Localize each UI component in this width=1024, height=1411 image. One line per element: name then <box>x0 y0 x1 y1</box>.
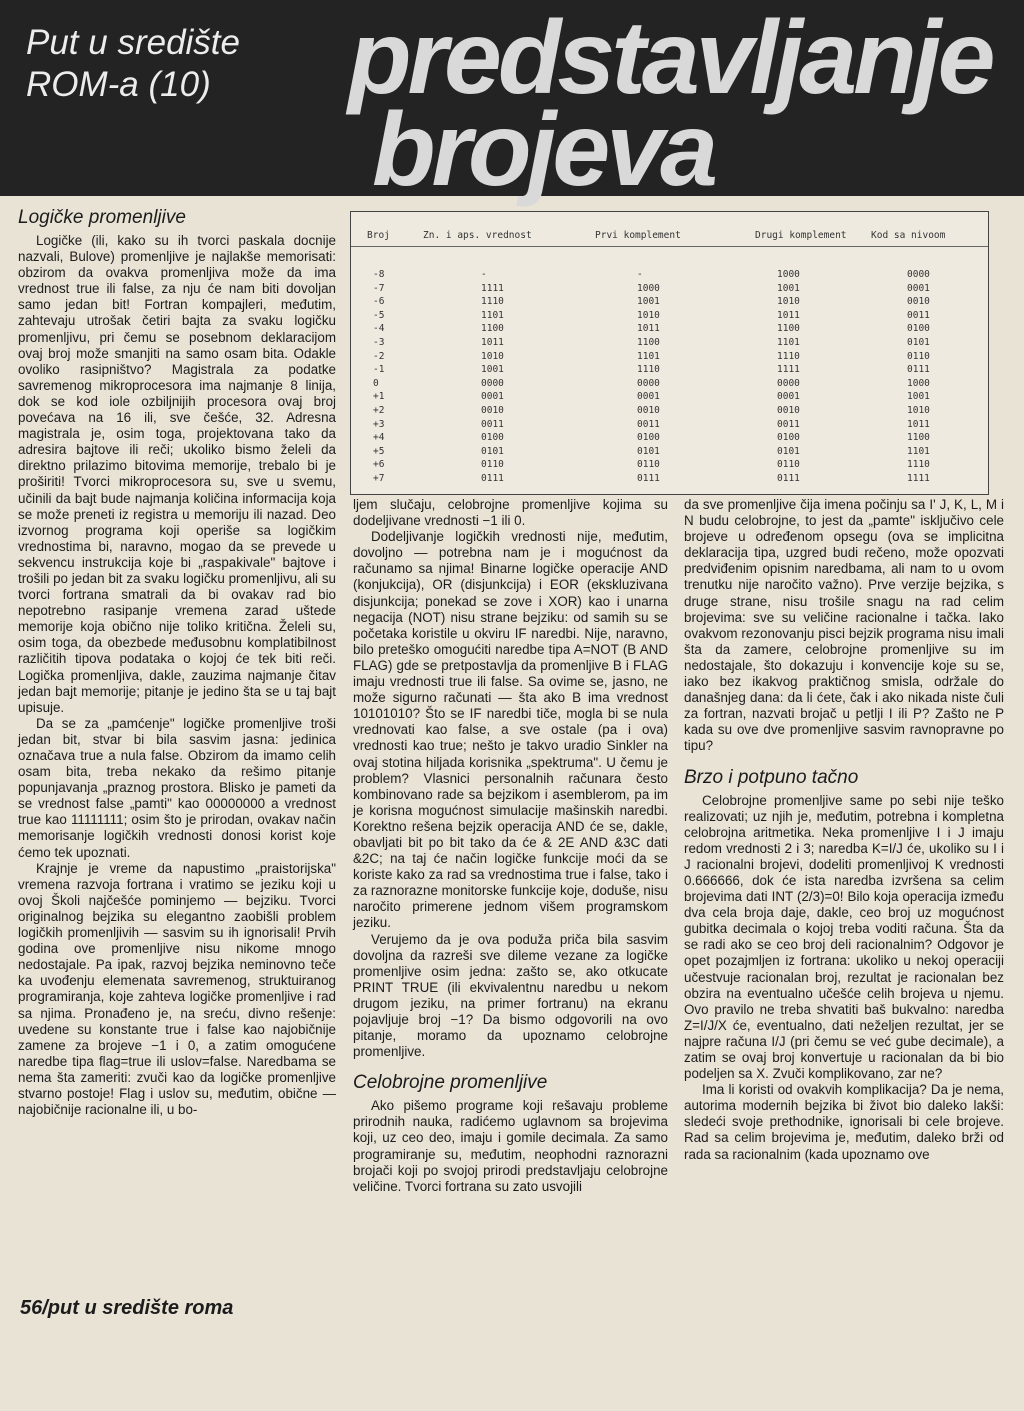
table-cell: 1101 <box>777 337 800 348</box>
table-cell: -4 <box>373 323 385 335</box>
table-cell: 1000 <box>777 269 800 280</box>
table-cell: 0011 <box>777 418 800 430</box>
table-cell: 0000 <box>907 269 930 280</box>
table-cell: 1011 <box>907 418 930 430</box>
table-cell: 1001 <box>481 364 504 376</box>
column-header: Prvi komplement <box>595 230 681 241</box>
paragraph: Krajnje je vreme da napustimo „praistorijska" vremena razvoja fortrana i vratimo se jeziku koji u ovoj Školi najčešće pominjemo — bejziku. Tvorci originalnog bejzika su elegantno zaobišli problem logičkih promenljivih — sasvim su ih ignorisali! Prvih godina ove promenljive nisu nikome mnogo nedostajale. Pa ipak, razvoj bejzika neminovno teče ka uvođenju elemenata savremenog, struktuiranog programiranja, koje zahteva logičke promenljive i rad sa njima. Pronađeno je, na sreću, divno rešenje: uvedene su konstante true i false kao najobičnije zamene za brojeve −1 i 0, a zatim omogućene naredbe tipa flag=true ili uslov=false. Naredbama se nema šta zameriti: zvuči kao da logičke promenljive stvarno postoje! Flag i uslov su, međutim, obične — najobičnije racionalne ili, u bo- <box>18 860 336 1118</box>
table-cell: 0100 <box>637 432 660 444</box>
column-header: Kod sa nivoom <box>871 230 946 241</box>
table-cell: 0100 <box>907 323 930 335</box>
table-cell: -5 <box>373 309 385 321</box>
table-cell: 1001 <box>907 391 930 403</box>
table-cell: -3 <box>373 337 385 348</box>
table-header <box>351 226 988 247</box>
column-header: Broj <box>367 230 390 241</box>
table-cell: 0111 <box>777 473 800 484</box>
table-cell: 0010 <box>777 405 800 416</box>
table-cell: 0001 <box>777 391 800 403</box>
column-header: Drugi komplement <box>755 230 847 241</box>
table-cell: - <box>637 269 643 280</box>
header-banner <box>0 0 1024 208</box>
table-cell: 1101 <box>481 309 504 321</box>
table-cell: 0000 <box>637 377 660 389</box>
table-cell: 1010 <box>637 309 660 321</box>
table-cell: 1110 <box>637 364 660 376</box>
paragraph: Celobrojne promenljive same po sebi nije teško realizovati; uz njih je, međutim, potrebna i kompletna celobrojna aritmetika. Neka promenljive I i J imaju redom vrednosti 2 i 3; naredba K=I/J će, ukoliko su I i J racionalni brojevi, dodeliti promenljivoj K vrednosti 0.666666, dok će ista naredba izvršena sa celim brojevima dati INT (2/3)=0! Bilo koja operacija između dva cela broja daje, dakle, ceo broj uz mogućnost gubitka decimala o kojoj treba voditi računa. Šta da se radi ako se ceo broj deli racionalnim? Odgovor je opet pozajmljen iz fortrana: ukoliko u nekoj operaciji učestvuje racionalan broj, rezultat je racionalan bez obzira na eventualno učešće celih brojeva u njemu. Ovo pravilo ne treba shvatiti baš bukvalno: naredba Z=I/J/X će, eventualno, dati neželjen rezultat, jer se najpre računa I/J (pri čemu se već gube decimale), a zatim se ovaj broj konvertuje u racionalan da bi bio podeljen sa X. Zvuči komplikovano, zar ne? <box>684 792 1004 1082</box>
table-cell: 1011 <box>481 337 504 348</box>
column-2 <box>353 497 668 1195</box>
series-title <box>26 22 240 106</box>
paragraph: Logičke (ili, kako su ih tvorci paskala docnije nazvali, Bulove) promenljive je najlakše memorisati: obzirom da ovakva promenljiva može da ima vrednost true ili false, za nju će nam biti dovoljan samo jedan bit! Fortran kompajleri, međutim, zahtevaju utrošak četiri bajta za svaku logičku promenljivu, pri čemu se posebnom deklaracijom ovaj broj može smanjiti na samo osam bita. Odakle ovoliko rasipništvo? Magistrala za podatke savremenog mikroprocesora ima najmanje 8 linija, dok se kod iole ozbiljnijih procesora ovaj broj povećava na 16 ili, sve češće, 32. Adresna magistrala je, osim toga, projektovana tako da adresira bajtove ili reči; ukoliko bismo želeli da direktno prilazimo bitovima memorije, trebalo bi je proširiti! Tvorci mikroprocesora su, sve u svemu, učinili da bajt bude najmanja količina informacija koja se može preneti iz registra u memoriju ili nazad. Deo izvornog programa koji operiše sa logičkim vrednostima bi, naravno, mogao da se prevede u sekvencu instrukcija koje bi „raspakivale" bajtove i trošili po jedan bit za svaku logičku promenljivu, ali su tvorci fortrana smatrali da bi ovakav rad bio nepotrebno rasipanje vremena zarad uštede memorije koja obično nije toliko kritična. Želeli su, osim toga, da obezbede međusobnu komplatibilnost različitih tipova podataka o kojoj će tek biti reči. Logička promenljiva, dakle, zauzima najmanje čitav jedan bajt memorije; pitanje je jedino šta se u taj bajt upisuje. <box>18 233 336 715</box>
number-representation-table <box>350 211 989 495</box>
paragraph: Ima li koristi od ovakvih komplikacija? Da je nema, autorima modernih bejzika bi život bio daleko lakši: sledeći svoje prethodnike, ignorisali bi cele brojeve. Rad sa celim brojevima je, međutim, daleko brži od rada sa racionalnim (kada upoznamo ove <box>684 1082 1004 1162</box>
table-cell: 0110 <box>481 459 504 471</box>
table-cell: -8 <box>373 269 385 280</box>
paragraph: da sve promenljive čija imena počinju sa I' J, K, L, M i N budu celobrojne, to jest da „pamte" isključivo cele brojeve u određenom opsegu (ova se implicitna deklaracija tipa, uzgred budi rečeno, može opozvati predviđenim opisnim naredbama, ali nam to u ovom trenutku nije naročito važno). Prve verzije bejzika, s druge strane, nisu trošile snagu na rad celim brojevima: sve su veličine racionalne i tačka. Iako ovakvom rezonovanju pisci bejzik programa nisu imali šta da zamere, celobrojne promenljive su im nedostajale, što dokazuju i konvencije koje su se, iako bez ikakvog praktičnog smisla, održale do današnjeg dana: da li ćete, čak i ako nikada niste čuli za fortran, nazvati brojač u petlji I ili P? Zašto ne P kada su ove dve promenljive sasvim ravnopravne po tipu? <box>684 497 1004 754</box>
series-line-1: Put u središte <box>26 23 240 62</box>
table-cell: 0100 <box>777 432 800 444</box>
paragraph: Verujemo da je ova poduža priča bila sasvim dovoljna da razreši sve dileme vezane za logičke promenljive osim jedna: zašto se, ako otkucate PRINT TRUE (ili ekvivalentnu naredbu u nekom drugom jeziku, na primer fortranu) na ekranu pojavljuje broj −1? Da bismo odgovorili na ovo pitanje, moramo da upoznamo celobrojne promenljive. <box>353 931 668 1060</box>
table-cell: -2 <box>373 350 385 362</box>
table-cell: +5 <box>373 445 385 457</box>
table-cell: +2 <box>373 405 385 416</box>
article-title-line-2: brojeva <box>372 92 714 208</box>
table-cell: 1001 <box>777 282 800 294</box>
table-cell: 0001 <box>907 282 930 294</box>
section-heading-fast: Brzo i potpuno tačno <box>684 766 859 788</box>
table-cell: 1010 <box>777 296 800 308</box>
column-1 <box>18 207 336 1118</box>
table-cell: 0111 <box>637 473 660 484</box>
page-footer: 56/put u središte roma <box>20 1297 234 1319</box>
table-cell: 0000 <box>777 377 800 389</box>
table-cell: 1010 <box>481 350 504 362</box>
table-cell: 0001 <box>637 391 660 403</box>
table-cell: 0101 <box>907 337 930 348</box>
table-cell: 1100 <box>481 323 504 335</box>
table-cell: 0110 <box>637 459 660 471</box>
table-cell: 1101 <box>907 445 930 457</box>
table-cell: 0011 <box>481 418 504 430</box>
table-cell: +1 <box>373 391 385 403</box>
paragraph: Da se za „pamćenje" logičke promenljive troši jedan bit, stvar bi bila sasvim jasna: jedinica označava true a nula false. Obzirom da imamo celih osam bita, treba nekako da rešimo pitanje popunjavanja „praznog prostora. Blisko je pameti da se vrednost false „pamti" kao 00000000 a vrednost true kao 11111111; osim što je prirodan, ovakav način memorisanje logičkih vrednosti donosi korist koje ćemo tek upoznati. <box>18 715 336 860</box>
table-cell: 1110 <box>777 350 800 362</box>
section-heading-logical: Logičke promenljive <box>18 207 186 228</box>
table-cell: 1111 <box>481 282 504 294</box>
table-cell: 1100 <box>637 337 660 348</box>
table-cell: 0000 <box>481 377 504 389</box>
table-cell: 0110 <box>907 350 930 362</box>
table-cell: 1100 <box>907 432 930 444</box>
table-cell: +7 <box>373 473 385 484</box>
table-cell: 0010 <box>637 405 660 416</box>
table-cell: 0010 <box>907 296 930 308</box>
table-cell: 1000 <box>637 282 660 294</box>
table-cell: 0011 <box>907 309 930 321</box>
table-cell: 0011 <box>637 418 660 430</box>
table-cell: 1010 <box>907 405 930 416</box>
table-cell: +3 <box>373 418 385 430</box>
table-cell: - <box>481 269 487 280</box>
table-cell: 0101 <box>481 445 504 457</box>
table-cell: 1111 <box>777 364 800 376</box>
table-cell: 0001 <box>481 391 504 403</box>
paragraph: Dodeljivanje logičkih vrednosti nije, međutim, dovoljno — potrebna nam je i mogućnost da računamo sa njima! Binarne logičke operacije AND (konjukcija), OR (disjunkcija) i EOR (ekskluzivana disjunkcija; ponekad se zove i XOR) kao i unarna negacija (NOT) nisu strane bejziku: od samih su se početaka koristile u okviru IF naredbi. Nije, naravno, bilo preteško omogućiti naredbe tipa A=NOT (B AND FLAG) gde se pretpostavlja da promenljive B i FLAG imaju vrednosti true ili false. Sa ovime se, jasno, ne može sigurno računati — šta ako B ima vrednost 10101010? Što se IF naredbi tiče, mogla bi se nula vrednovati kao false, a sve ostale (pa i ova) vrednosti kao true; nešto je takvo uradio Sinkler na ovaj stotina hiljada korisnika „spektruma". U čemu je problem? Vlasnici personalnih računara često kombinovano rade sa bejzikom i asemblerom, pa im je korisna mogućnost simulacije mašinskih naredbi. Korektno rešena bejzik operacija AND će se, dakle, obavljati bit po bit tako da će & 2E AND &3C dati &2C; na taj će način logičke funkcije moći da se koriste kako za rad sa vrednostima true i false, tako i za raznorazne monitorske funkcije koje, doduše, nisu naročito primerene jednom višem programskom jeziku. <box>353 529 668 931</box>
table-cell: -7 <box>373 282 385 294</box>
table-cell: 1110 <box>907 459 930 471</box>
table-cell: 0111 <box>907 364 930 376</box>
column-header: Zn. i aps. vrednost <box>423 230 532 241</box>
article-title-line-1: predstavljanje <box>348 0 992 116</box>
table-cell: 1011 <box>777 309 800 321</box>
table-cell: -6 <box>373 296 385 308</box>
table-cell: 0111 <box>481 473 504 484</box>
table-cell: 1001 <box>637 296 660 308</box>
column-3 <box>684 497 1004 1163</box>
table-cell: +6 <box>373 459 385 471</box>
table-cell: +4 <box>373 432 385 444</box>
table-cell: 1011 <box>637 323 660 335</box>
table-cell: 0 <box>373 377 379 389</box>
table-cell: 0101 <box>777 445 800 457</box>
table-cell: 1101 <box>637 350 660 362</box>
section-heading-integer: Celobrojne promenljive <box>353 1072 548 1094</box>
table-cell: 1111 <box>907 473 930 484</box>
table-cell: 0100 <box>481 432 504 444</box>
table-cell: 1000 <box>907 377 930 389</box>
table-cell: 0010 <box>481 405 504 416</box>
paragraph: ljem slučaju, celobrojne promenljive kojima su dodeljivane vrednosti −1 ili 0. <box>353 497 668 529</box>
table-cell: 0101 <box>637 445 660 457</box>
table-cell: 0110 <box>777 459 800 471</box>
paragraph: Ako pišemo programe koji rešavaju probleme prirodnih nauka, radićemo uglavnom sa brojevima koji, uz ceo deo, imaju i gomile decimala. Za samo programiranje su, međutim, neophodni raznorazni brojači koji po svojoj prirodi predstavljaju celobrojne veličine. Tvorci fortrana su zato usvojili <box>353 1098 668 1194</box>
table-cell: 1100 <box>777 323 800 335</box>
series-line-2: ROM-a (10) <box>26 65 211 104</box>
table-cell: 1110 <box>481 296 504 308</box>
table-cell: -1 <box>373 364 385 376</box>
